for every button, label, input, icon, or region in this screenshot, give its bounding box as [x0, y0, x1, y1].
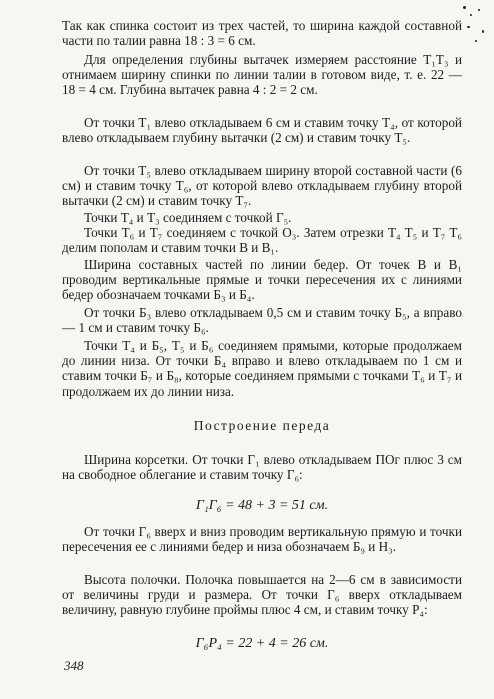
- paragraph-1: Так как спинка состоит из трех частей, то ширина каждой составной части по талии равна 18 : 3 = 6 см.: [62, 18, 462, 49]
- scan-speck: [467, 26, 470, 28]
- paragraph-12: Высота полочки. Полочка повышается на 2—6 см в зависимости от величины груди и размера. От точки Г₆ вверх откладываем величину, равную глубине проймы плюс 4 см, и ставим точку P₄:: [62, 572, 462, 618]
- paragraph-4: От точки T₅ влево откладываем ширину второй составной части (6 см) и ставим точку T₆, от которой влево откладываем глубину второй вытачки (2 см) и ставим точку T₇.: [62, 163, 462, 209]
- page-number: 348: [64, 658, 84, 673]
- paragraph-10: Ширина корсетки. От точки Г₁ влево откладываем ПОг плюс 3 см на свободное облегание и ставим точку Г₆:: [62, 452, 462, 483]
- paragraph-9: Точки T₄ и Б₅, T₅ и Б₆ соединяем прямыми, которые продолжаем до линии низа. От точки Б₄ вправо и влево откладываем по 1 см и ставим точки Б₇ и Б₈, которые соединяем прямыми с точками T₆ и T₇ и продолжаем их до линии низа.: [62, 338, 462, 399]
- paragraph-5: Точки T₄ и T₃ соединяем с точкой Г₅.: [84, 210, 292, 225]
- paragraph-2: Для определения глубины вытачек измеряем расстояние T₁T₃ и отнимаем ширину спинки по линии талии в готовом виде, т. е. 22 — 18 = 4 см. Глубина вытачек равна 4 : 2 = 2 см.: [62, 52, 462, 98]
- formula-1: Г₁Г₆ = 48 + 3 = 51 см.: [195, 498, 329, 513]
- paragraph-11: От точки Г₆ вверх и вниз проводим вертикальную прямую и точки пересечения ее с линиями бедер и низа обозначаем Б₉ и Н₃.: [62, 524, 462, 555]
- paragraph-7: Ширина составных частей по линии бедер. От точек В и В₁ проводим вертикальные прямые и точки пересечения их с линиями бедер обозначаем точками Б₃ и Б₄.: [62, 257, 462, 303]
- section-heading: Построение переда: [193, 418, 331, 433]
- scan-speck: [478, 9, 480, 11]
- scan-speck: [482, 30, 484, 33]
- scan-speck: [475, 40, 477, 42]
- scan-speck: [470, 14, 472, 16]
- formula-2: Г₆P₄ = 22 + 4 = 26 см.: [195, 636, 329, 651]
- paragraph-8: От точки Б₃ влево откладываем 0,5 см и ставим точку Б₅, а вправо — 1 см и ставим точку Б₆.: [62, 305, 462, 336]
- scan-speck: [463, 6, 466, 9]
- paragraph-6: Точки T₆ и T₇ соединяем с точкой O₃. Затем отрезки T₄ T₅ и T₇ T₆ делим пополам и ставим точки В и В₁.: [62, 225, 462, 256]
- paragraph-3: От точки T₁ влево откладываем 6 см и ставим точку T₄, от которой влево откладываем глубину вытачки (2 см) и ставим точку T₅.: [62, 115, 462, 146]
